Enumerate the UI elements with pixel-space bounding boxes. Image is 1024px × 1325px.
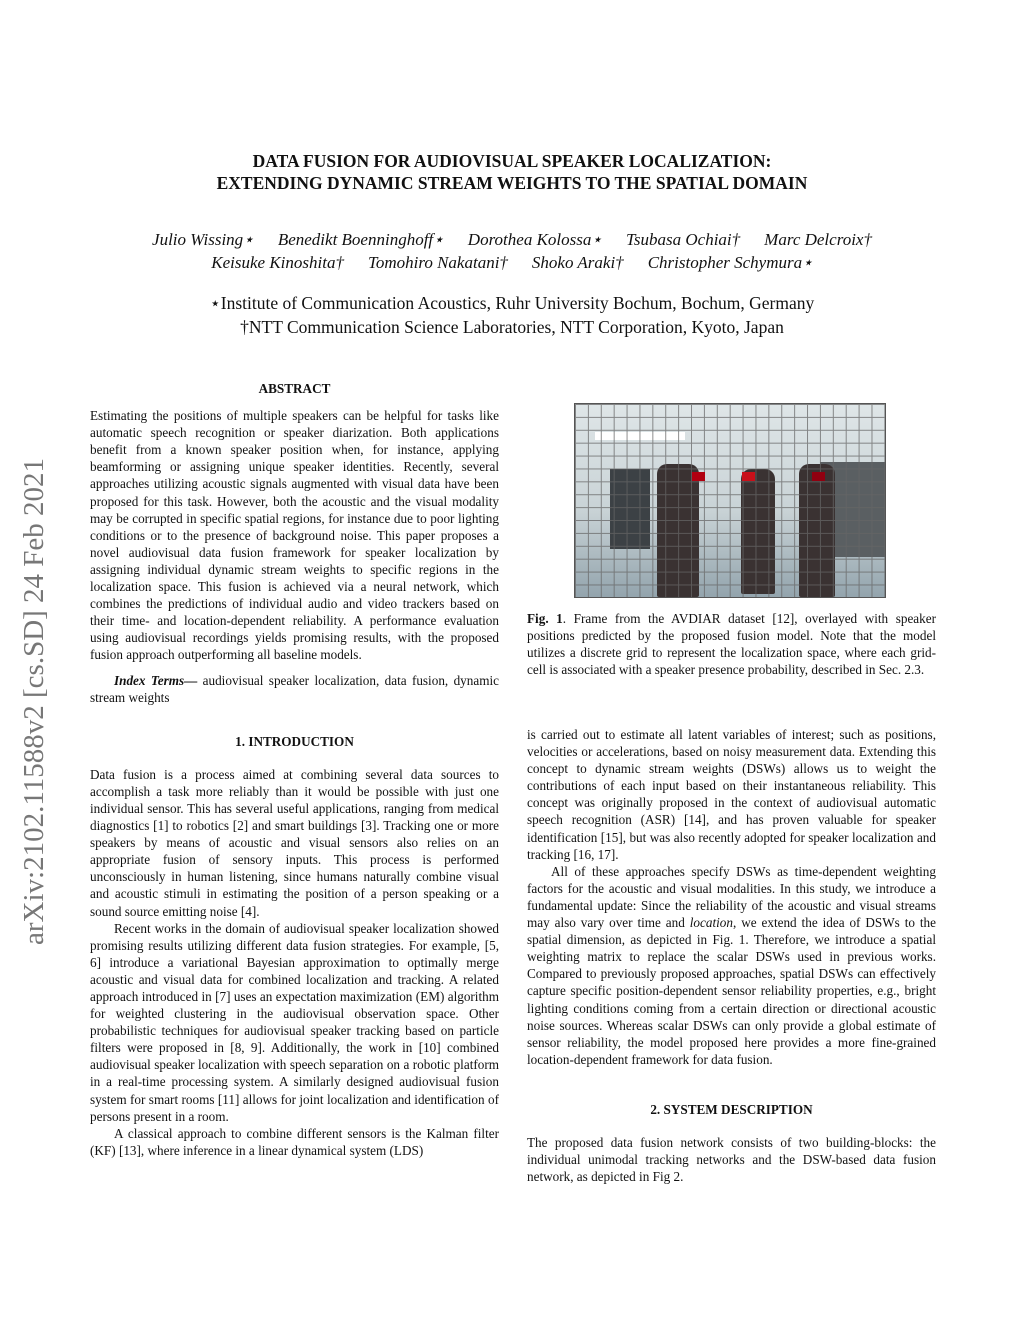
author: Shoko Araki† (531, 253, 624, 272)
abstract-text: Estimating the positions of multiple speakers can be helpful for tasks like automatic speech recognition or speaker diarization. Both applications benefit from a known speaker position when, for instance, applying beamforming or assigning unique speaker identities. Recently, several approaches utilizing acoustic signals augmented with visual data have been proposed for this task. However, both the acoustic and the visual modality may be corrupted in specific spatial regions, for instance due to poor lighting conditions or to the presence of background noise. This paper proposes a novel audiovisual data fusion framework for speaker localization by assigning individual dynamic stream weights to specific regions in the localization space. This fusion is achieved via a neural network, which combines the predictions of individual audio and video trackers based on their time- and location-dependent reliability. A performance evaluation using audiovisual recordings yields promising results, with the proposed fusion approach outperforming all baseline models. (90, 408, 499, 663)
localization-grid (575, 404, 885, 597)
affiliation: †NTT Communication Science Laboratories, NTT Corporation, Kyoto, Japan (240, 317, 784, 337)
paragraph: Data fusion is a process aimed at combining several data sources to accomplish a task more reliably than it would be possible with just one individual sensor. This has several useful applications, ranging from medical diagnostics [1] to robotics [2] and smart buildings [3]. Tracking one or more speakers by means of acoustic and visual sensors also relies on an appropriate fusion of sensory inputs. This process is performed unconsciously in human listening, since humans naturally combine visual and acoustic stimuli in estimating the position of a person speaking or a sound source emitting noise [4]. (90, 766, 499, 919)
author: Tomohiro Nakatani† (367, 253, 508, 272)
author: Benedikt Boenninghoff⋆ (277, 230, 444, 249)
text: All of these approaches specify DSWs as time-dependent weighting factors for the acoustic and visual modalities. In this study, we introduce a fundamental update: Since the reliability of the acoustic and visual streams may also vary over time and (527, 863, 936, 931)
left-column (90, 380, 499, 1159)
author: Dorothea Kolossa⋆ (467, 230, 603, 249)
affiliations (0, 291, 1024, 339)
arxiv-identifier: arXiv:2102.11588v2 [cs.SD] 24 Feb 2021 (18, 457, 50, 945)
right-column (527, 726, 936, 1185)
paragraph: is carried out to estimate all latent variables of interest; such as positions, velocities or accelerations, based on noisy measurement data. Extending this concept to dynamic stream weights (DSWs) allows us to weight the contributions of each input based on their instantaneous reliability. This concept was originally proposed in the context of audiovisual automatic speech recognition (ASR) [14], and has proven valuable for speaker identification [15], but was also recently adopted for speaker localization and tracking [16, 17]. (527, 727, 936, 862)
section-heading: 2. SYSTEM DESCRIPTION (650, 1101, 813, 1117)
speaker-position-marker (692, 472, 705, 481)
author: Marc Delcroix† (764, 230, 872, 249)
speaker-position-marker (742, 472, 755, 481)
figure-caption (527, 610, 936, 678)
index-terms-label: Index Terms— (114, 672, 198, 688)
title-line: EXTENDING DYNAMIC STREAM WEIGHTS TO THE SPATIAL DOMAIN (216, 173, 808, 193)
figure-1-image (574, 403, 886, 598)
index-terms-text: audiovisual speaker localization, data fusion, dynamic stream weights (90, 672, 499, 705)
affiliation: ⋆Institute of Communication Acoustics, Ruhr University Bochum, Bochum, Germany (209, 293, 815, 313)
author: Julio Wissing⋆ (152, 230, 254, 249)
index-terms (90, 672, 499, 706)
paragraph: A classical approach to combine different sensors is the Kalman filter (KF) [13], where inference in a linear dynamical system (LDS) (90, 1125, 499, 1158)
figure-label: Fig. 1 (527, 611, 563, 626)
author: Tsubasa Ochiai† (626, 230, 741, 249)
title-line: DATA FUSION FOR AUDIOVISUAL SPEAKER LOCALIZATION: (252, 151, 772, 171)
paragraph: The proposed data fusion network consists of two building-blocks: the individual unimodal tracking networks and the DSW-based data fusion network, as depicted in Fig 2. (527, 1134, 936, 1185)
paper-title (0, 150, 1024, 194)
author-list (0, 228, 1024, 274)
caption-text: . Frame from the AVDIAR dataset [12], overlayed with speaker positions predicted by the proposed fusion model. Note that the model utilizes a discrete grid to represent the localization space, where each grid-cell is associated with a speaker presence probability, described in Sec. 2.3. (527, 611, 936, 678)
text: , we extend the idea of DSWs to the spatial dimension, as depicted in Fig. 1. Therefore, we introduce a spatial weighting matrix to replace the scalar DSWs used in previous works. Compared to previously proposed approaches, spatial DSWs can effectively capture specific position-dependent sensor reliability properties, e.g., bright lighting conditions coming from a certain direction or directional acoustic noise sources. Whereas scalar DSWs can only provide a global estimate of sensor reliability, the model proposed here provides a more fine-grained location-dependent framework for data fusion. (527, 915, 936, 1067)
paragraph (527, 863, 936, 1068)
author: Keisuke Kinoshita† (211, 253, 344, 272)
author: Christopher Schymura⋆ (647, 253, 813, 272)
paragraph: Recent works in the domain of audiovisual speaker localization showed promising results utilizing different data fusion strategies. For example, [5, 6] introduce a variational Bayesian approximation to optimally merge acoustic and visual data for combined localization and tracking. A related approach introduced in [7] uses an expectation maximization (EM) algorithm for weighted clustering in the audiovisual observation space. Other probabilistic techniques for audiovisual speaker tracking based on particle filters were proposed in [8, 9]. Additionally, the work in [10] combined audiovisual speaker localization with speech separation on a robotic platform in a real-time processing system. A similarly designed audiovisual fusion system for smart rooms [11] allows for joint localization and identification of persons present in a room. (90, 920, 499, 1124)
emphasis: location (689, 915, 733, 931)
section-heading: 1. INTRODUCTION (235, 733, 354, 749)
abstract-heading: ABSTRACT (258, 381, 331, 396)
speaker-position-marker (812, 472, 825, 481)
